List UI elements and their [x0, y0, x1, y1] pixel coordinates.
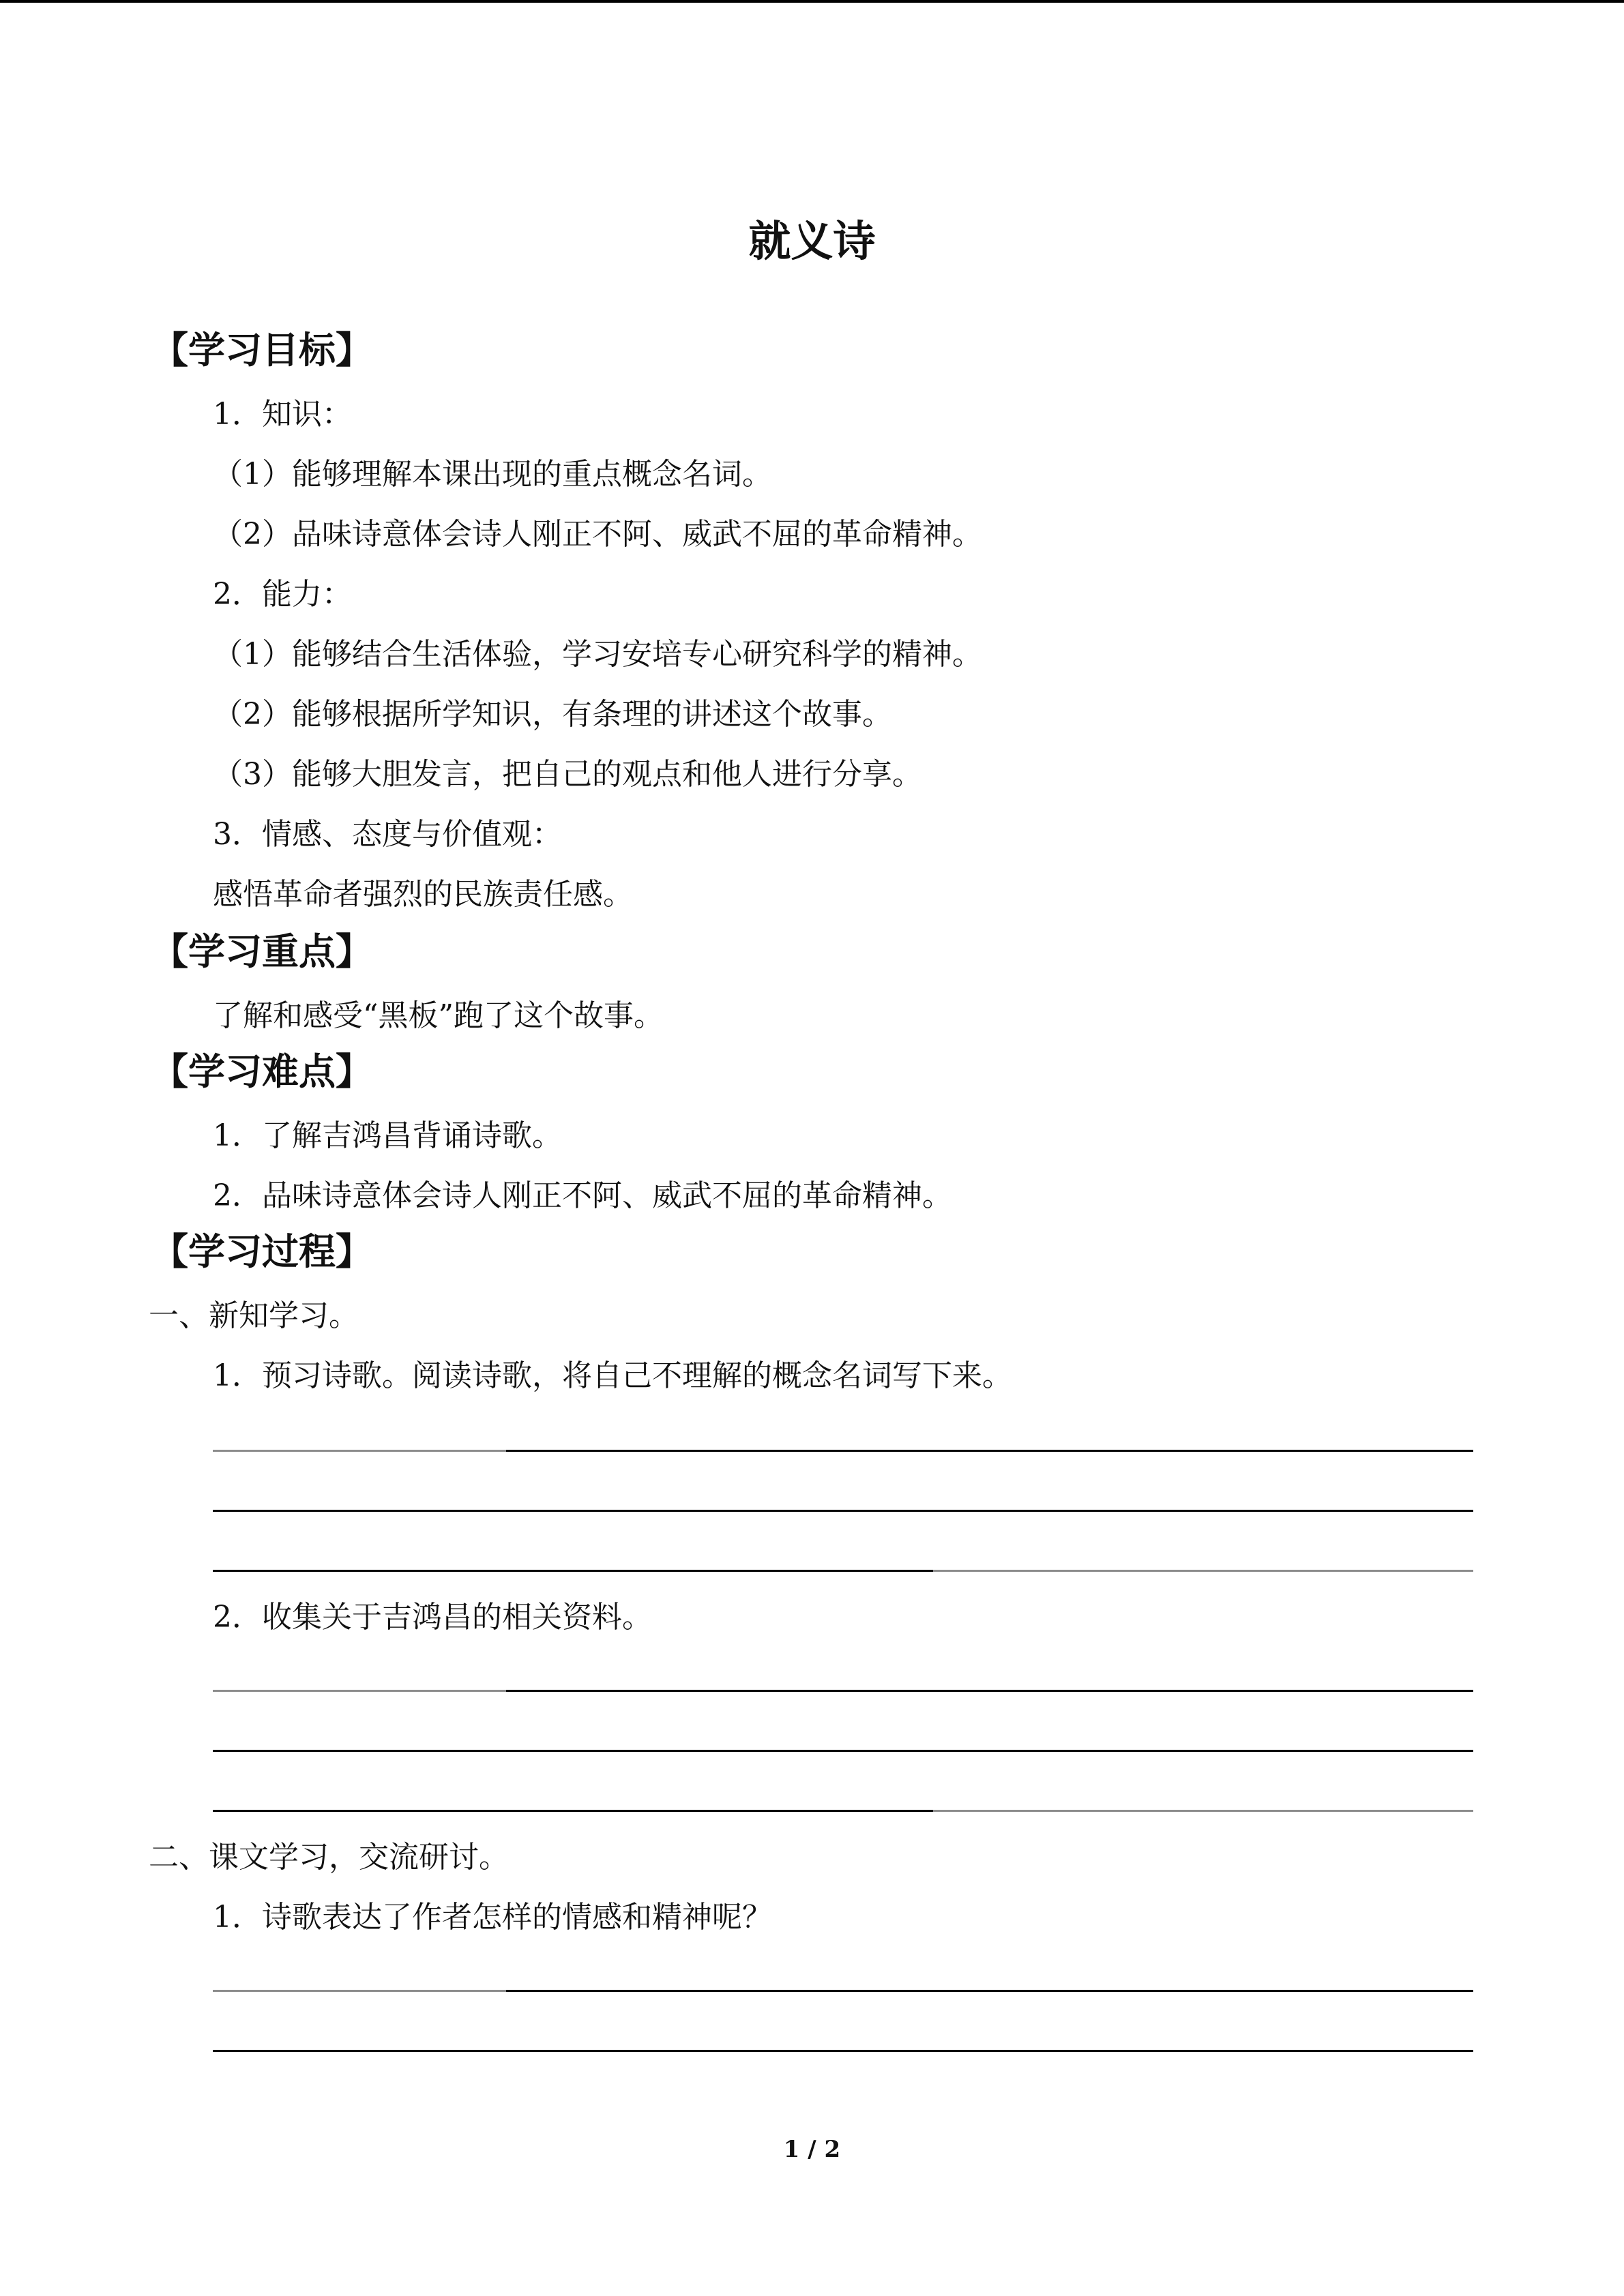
goals-heading: 【学习目标】 — [151, 329, 372, 372]
goal-knowledge-item-2: （2）品味诗意体会诗人刚正不阿、威武不屈的革命精神。 — [213, 517, 982, 552]
part-one-title: 一、新知学习。 — [149, 1298, 359, 1333]
goal-knowledge-item-1: （1）能够理解本课出现的重点概念名词。 — [213, 457, 772, 492]
difficulties-heading: 【学习难点】 — [151, 1050, 372, 1093]
answer-line[interactable] — [213, 1990, 1473, 1992]
part-one-question-1: 1．预习诗歌。阅读诗歌，将自己不理解的概念名词写下来。 — [213, 1358, 1012, 1393]
part-two-question-1: 1．诗歌表达了作者怎样的情感和精神呢？ — [213, 1900, 772, 1935]
process-heading: 【学习过程】 — [151, 1230, 372, 1273]
difficulty-item-1: 1．了解吉鸿昌背诵诗歌。 — [213, 1118, 562, 1153]
goal-emotion-title: 3．情感、态度与价值观： — [213, 817, 562, 852]
goal-emotion-item: 感悟革命者强烈的民族责任感。 — [213, 877, 633, 912]
answer-line[interactable] — [213, 1570, 1473, 1572]
goal-ability-item-3: （3）能够大胆发言，把自己的观点和他人进行分享。 — [213, 757, 922, 792]
part-one-question-2: 2．收集关于吉鸿昌的相关资料。 — [213, 1600, 652, 1635]
goal-ability-title: 2．能力： — [213, 577, 352, 612]
key-points-heading: 【学习重点】 — [151, 930, 372, 973]
goal-knowledge-title: 1．知识： — [213, 397, 352, 432]
page-number: 1 / 2 — [783, 2136, 841, 2163]
page-title: 就义诗 — [748, 216, 876, 266]
goal-ability-item-1: （1）能够结合生活体验，学习安培专心研究科学的精神。 — [213, 637, 982, 672]
answer-line[interactable] — [213, 1450, 1473, 1452]
goal-ability-item-2: （2）能够根据所学知识，有条理的讲述这个故事。 — [213, 697, 892, 732]
answer-line[interactable] — [213, 1750, 1473, 1752]
answer-line[interactable] — [213, 1810, 1473, 1812]
answer-line[interactable] — [213, 1510, 1473, 1512]
part-two-title: 二、课文学习，交流研讨。 — [149, 1840, 509, 1875]
difficulty-item-2: 2．品味诗意体会诗人刚正不阿、威武不屈的革命精神。 — [213, 1178, 952, 1213]
answer-line[interactable] — [213, 2050, 1473, 2052]
key-points-item: 了解和感受“黑板”跑了这个故事。 — [213, 998, 664, 1033]
answer-line[interactable] — [213, 1690, 1473, 1692]
